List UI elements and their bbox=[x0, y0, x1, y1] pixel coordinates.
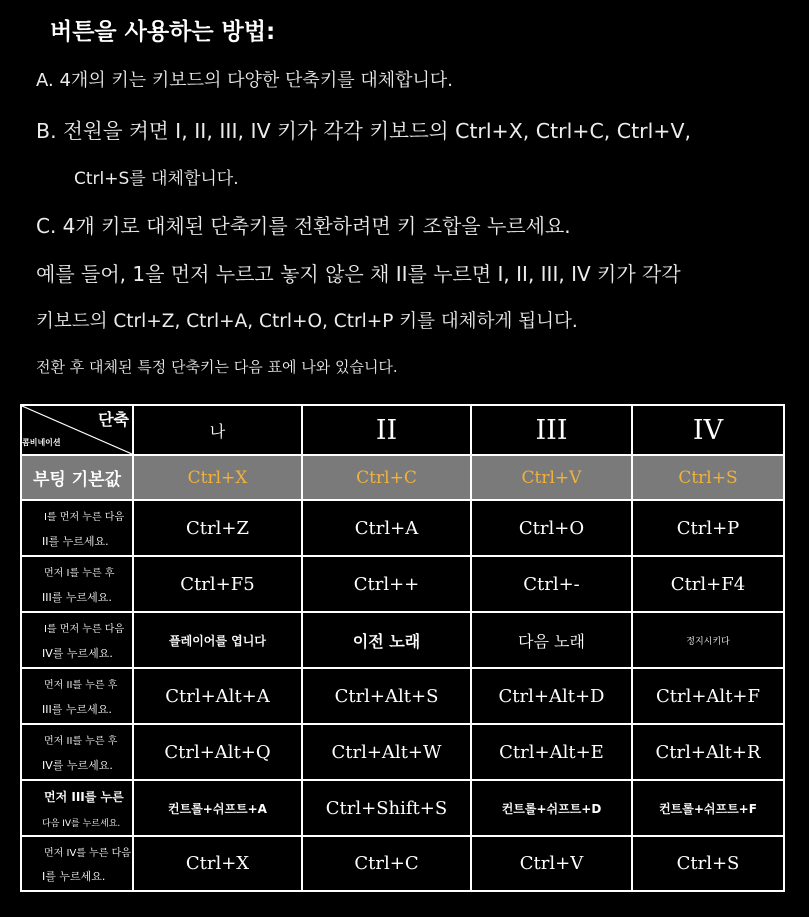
shortcut-cell: Ctrl+F4 bbox=[632, 556, 784, 612]
row-header-line1: 먼저 IV를 누른 다음 bbox=[44, 848, 131, 859]
table-row bbox=[21, 455, 784, 500]
table-header-row bbox=[21, 405, 784, 455]
row-header bbox=[21, 724, 133, 780]
shortcut-cell: Ctrl+P bbox=[632, 500, 784, 556]
corner-shortcut-label: 단축 bbox=[98, 410, 129, 429]
shortcut-cell: Ctrl+Alt+S bbox=[302, 668, 471, 724]
instruction-a: A. 4개의 키는 키보드의 다양한 단축키를 대체합니다. bbox=[36, 70, 453, 91]
shortcut-cell: 플레이어를 엽니다 bbox=[133, 612, 302, 668]
row-header-line1: 먼저 II를 누른 후 bbox=[44, 736, 118, 747]
instruction-b: B. 전원을 켜면 I, II, III, IV 키가 각각 키보드의 Ctrl+X, Ctrl+C, Ctrl+V, bbox=[36, 119, 691, 143]
shortcut-cell: Ctrl+S bbox=[632, 455, 784, 500]
shortcut-cell: 컨트롤+쉬프트+A bbox=[133, 780, 302, 836]
col-header-4: IV bbox=[632, 405, 784, 455]
shortcut-table bbox=[20, 404, 785, 892]
table-row bbox=[21, 612, 784, 668]
row-header bbox=[21, 668, 133, 724]
shortcut-cell: Ctrl+Shift+S bbox=[302, 780, 471, 836]
row-header-line2: I를 누르세요. bbox=[42, 870, 106, 883]
row-header bbox=[21, 612, 133, 668]
shortcut-cell: Ctrl+Alt+E bbox=[471, 724, 632, 780]
shortcut-cell: Ctrl+C bbox=[302, 836, 471, 891]
col-header-1: 나 bbox=[133, 405, 302, 455]
row-header-line2: IV를 누르세요. bbox=[42, 647, 113, 660]
row-header-line1: 먼저 III를 누른 bbox=[44, 790, 124, 804]
row-header-line2: II를 누르세요. bbox=[42, 535, 109, 548]
shortcut-cell: Ctrl+- bbox=[471, 556, 632, 612]
shortcut-cell: Ctrl+Alt+A bbox=[133, 668, 302, 724]
table-row bbox=[21, 780, 784, 836]
shortcut-cell: Ctrl++ bbox=[302, 556, 471, 612]
table-row bbox=[21, 836, 784, 891]
row-header: 부팅 기본값 bbox=[21, 455, 133, 500]
shortcut-cell: 정지시키다 bbox=[632, 612, 784, 668]
shortcut-cell: Ctrl+Alt+R bbox=[632, 724, 784, 780]
example-line-1: 예를 들어, 1을 먼저 누르고 놓지 않은 채 II를 누르면 I, II, III, IV 키가 각각 bbox=[36, 262, 681, 286]
table-intro: 전환 후 대체된 특정 단축키는 다음 표에 나와 있습니다. bbox=[36, 358, 398, 376]
shortcut-cell: Ctrl+V bbox=[471, 455, 632, 500]
shortcut-cell: Ctrl+C bbox=[302, 455, 471, 500]
shortcut-cell: Ctrl+S bbox=[632, 836, 784, 891]
col-header-2: II bbox=[302, 405, 471, 455]
row-header bbox=[21, 500, 133, 556]
table-row bbox=[21, 500, 784, 556]
corner-combination-label: 콤비네이션 bbox=[22, 438, 61, 447]
table-row bbox=[21, 668, 784, 724]
example-line-2: 키보드의 Ctrl+Z, Ctrl+A, Ctrl+O, Ctrl+P 키를 대체하게 됩니다. bbox=[36, 311, 578, 332]
row-header-line2: III를 누르세요. bbox=[42, 703, 112, 716]
shortcut-cell: 컨트롤+쉬프트+D bbox=[471, 780, 632, 836]
row-header-line1: I를 먼저 누른 다음 bbox=[44, 624, 125, 635]
page-title: 버튼을 사용하는 방법: bbox=[50, 19, 276, 45]
row-header-line1: I를 먼저 누른 다음 bbox=[44, 512, 125, 523]
shortcut-cell: Ctrl+V bbox=[471, 836, 632, 891]
row-header-line1: 먼저 I를 누른 후 bbox=[44, 568, 115, 579]
row-header-line2: 다음 IV를 누르세요. bbox=[42, 819, 121, 829]
table-row bbox=[21, 556, 784, 612]
row-header bbox=[21, 556, 133, 612]
shortcut-cell: Ctrl+Alt+D bbox=[471, 668, 632, 724]
shortcut-cell: Ctrl+Alt+F bbox=[632, 668, 784, 724]
shortcut-cell: Ctrl+X bbox=[133, 455, 302, 500]
shortcut-cell: Ctrl+A bbox=[302, 500, 471, 556]
table-row bbox=[21, 724, 784, 780]
shortcut-cell: Ctrl+Alt+W bbox=[302, 724, 471, 780]
shortcut-cell: Ctrl+F5 bbox=[133, 556, 302, 612]
shortcut-cell: Ctrl+Z bbox=[133, 500, 302, 556]
table-corner bbox=[21, 405, 133, 455]
shortcut-cell: Ctrl+Alt+Q bbox=[133, 724, 302, 780]
instruction-b-cont: Ctrl+S를 대체합니다. bbox=[74, 169, 239, 189]
row-header-line1: 먼저 II를 누른 후 bbox=[44, 680, 118, 691]
shortcut-cell: Ctrl+O bbox=[471, 500, 632, 556]
shortcut-cell: Ctrl+X bbox=[133, 836, 302, 891]
shortcut-cell: 컨트롤+쉬프트+F bbox=[632, 780, 784, 836]
shortcut-cell: 다음 노래 bbox=[471, 612, 632, 668]
row-header bbox=[21, 836, 133, 891]
row-header bbox=[21, 780, 133, 836]
row-header-line2: IV를 누르세요. bbox=[42, 759, 113, 772]
instruction-c: C. 4개 키로 대체된 단축키를 전환하려면 키 조합을 누르세요. bbox=[36, 214, 571, 238]
row-header-line2: III를 누르세요. bbox=[42, 591, 112, 604]
col-header-3: III bbox=[471, 405, 632, 455]
shortcut-cell: 이전 노래 bbox=[302, 612, 471, 668]
